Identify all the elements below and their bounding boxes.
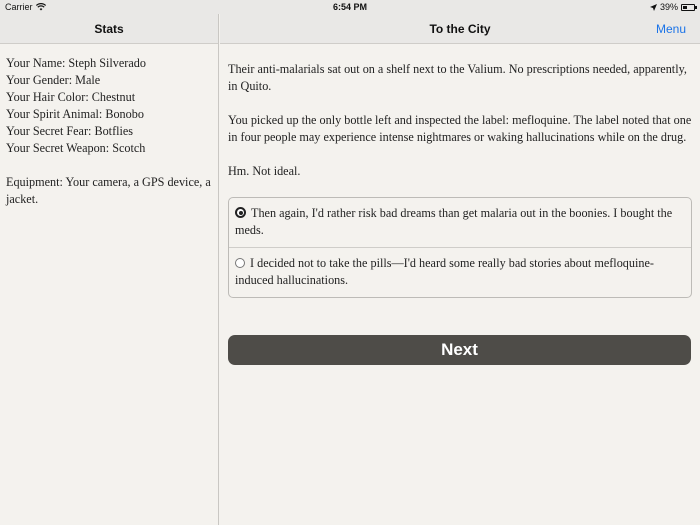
stat-spirit-animal: Your Spirit Animal: Bonobo: [6, 107, 144, 121]
story-paragraph: You picked up the only bottle left and inspected the label: mefloquine. The label noted that one in four people may experience intense nightmares or waking hallucinations while on the drug.: [228, 113, 692, 144]
location-arrow-icon: [650, 4, 657, 11]
stat-secret-weapon: Your Secret Weapon: Scotch: [6, 141, 146, 155]
stats-navbar: [0, 14, 218, 44]
stats-pane: [0, 14, 219, 525]
status-bar: [0, 0, 700, 14]
menu-button[interactable]: Menu: [655, 22, 686, 36]
stat-equipment: Equipment: Your camera, a GPS device, a jacket.: [6, 175, 211, 206]
choice-option-skip-pills[interactable]: [229, 247, 691, 297]
choice-label: I decided not to take the pills—I'd heard some really bad stories about mefloquine-induced hallucinations.: [235, 256, 654, 287]
carrier-label: Carrier: [5, 2, 33, 12]
stat-secret-fear: Your Secret Fear: Botflies: [6, 124, 134, 138]
clock: 6:54 PM: [332, 2, 367, 12]
radio-button-icon[interactable]: [235, 207, 246, 218]
chapter-title: To the City: [429, 22, 491, 36]
story-text: [220, 44, 700, 180]
stat-name: Your Name: Steph Silverado: [6, 56, 146, 70]
choice-option-buy-meds[interactable]: [229, 198, 691, 247]
battery-icon: [681, 4, 695, 11]
choice-list: [228, 197, 692, 298]
story-pane: [220, 14, 700, 525]
battery-percent: 39%: [659, 2, 678, 12]
stat-gender: Your Gender: Male: [6, 73, 101, 87]
stat-hair-color: Your Hair Color: Chestnut: [6, 90, 136, 104]
radio-button-icon[interactable]: [235, 258, 245, 268]
battery-fill: [683, 6, 687, 9]
story-navbar: [220, 14, 700, 44]
status-right: [650, 2, 695, 12]
stats-title: Stats: [94, 22, 124, 36]
choice-label: Then again, I'd rather risk bad dreams than get malaria out in the boonies. I bought the meds.: [235, 206, 673, 237]
story-paragraph: Hm. Not ideal.: [228, 164, 301, 178]
stats-list: [0, 44, 218, 208]
next-button[interactable]: Next: [228, 335, 691, 365]
story-paragraph: Their anti-malarials sat out on a shelf next to the Valium. No prescriptions needed, apparently, in Quito.: [228, 62, 687, 93]
